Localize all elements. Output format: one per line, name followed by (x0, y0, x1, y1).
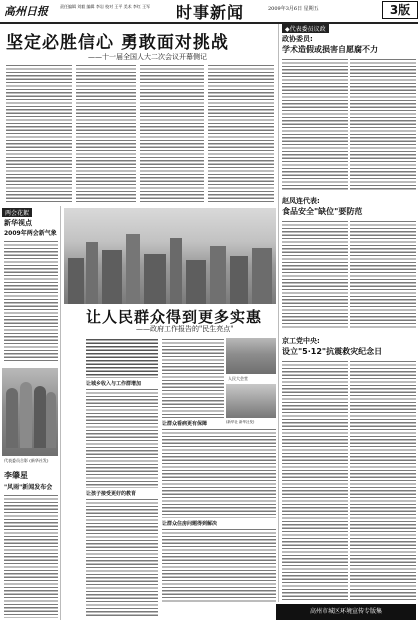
right-item1-body-2 (350, 58, 416, 190)
right-item1-label: 政协委员: (282, 35, 313, 43)
left-item2-label: 李肇星 (4, 471, 28, 480)
left-item1-title: 2009年两会新气象 (4, 230, 57, 237)
right-item3-title: 设立"5·12"抗震救灾纪念日 (282, 347, 383, 356)
right-item1-body (282, 58, 348, 190)
right-section-label: ◆代表委员议政 (282, 24, 329, 33)
feature-col-2 (162, 338, 224, 418)
feature-sub3: 让孩子接受更好的教育 (86, 491, 137, 497)
section-title: 时事新闻 (176, 3, 245, 22)
lead-article-col-2 (76, 64, 136, 204)
feature-subhead: ——政府工作报告的"民生亮点" (136, 325, 234, 333)
right-item1-title: 学术造假或损害自愿腐不力 (282, 45, 378, 54)
right-column-divider (278, 24, 279, 602)
feature-sub2: 让群众看病更有保障 (162, 421, 208, 427)
feature-col-1 (86, 388, 158, 488)
delegates-photo-2-caption: (新华社 新华社发) (226, 420, 255, 424)
right-item2-body (282, 220, 348, 330)
lead-article-col-3 (140, 64, 204, 204)
editor-credits: 责任编辑 刘毅 编辑 李岩 校对 王平 美术 李红 王军 (60, 4, 151, 9)
footer-banner: 高州市城区环境宣传专版集 (276, 604, 416, 620)
left-section-label: 两会花絮 (2, 208, 32, 217)
lead-article-col-1 (6, 64, 72, 204)
feature-col-1b (86, 498, 158, 618)
feature-headline: 让人民群众得到更多实惠 (86, 308, 263, 326)
right-item2-label: 赵凤连代表: (282, 197, 320, 205)
left-item2-body (4, 494, 58, 618)
right-item3-body-2 (350, 360, 416, 600)
edition-number: 3版 (382, 1, 418, 19)
right-item2-title: 食品安全"缺位"要防范 (282, 207, 363, 216)
delegates-photo (2, 368, 58, 456)
right-item3-body (282, 360, 348, 600)
feature-col-2b (162, 428, 276, 518)
assembly-hall-caption: 人民大会堂 (228, 376, 248, 381)
dateline: 2009年3月6日 星期五 (268, 6, 319, 12)
left-item1-body (4, 240, 58, 362)
feature-sub4: 让群众住房问题得到解决 (162, 521, 218, 527)
newspaper-logo: 高州日报 (4, 5, 48, 18)
city-skyline-photo (64, 208, 276, 304)
left-item2-title: "风雨"新闻发布会 (4, 484, 53, 491)
right-item3-label: 京工党中央: (282, 337, 320, 345)
delegates-photo-2 (226, 384, 276, 418)
left-item1-label: 新华视点 (4, 219, 32, 227)
right-item2-body-2 (350, 220, 416, 330)
feature-sub1: 让城乡收入与工作群增加 (86, 381, 142, 387)
assembly-hall-photo (226, 338, 276, 374)
lead-article-col-4 (208, 64, 274, 204)
delegates-photo-caption: 代表委员合影 (新华社发) (4, 458, 49, 463)
lead-subhead: ——十一届全国人大二次会议开幕侧记 (88, 53, 207, 61)
lead-headline: 坚定必胜信心 勇敢面对挑战 (6, 33, 229, 53)
feature-col-2c (162, 528, 276, 602)
left-column-divider (60, 206, 61, 620)
feature-intro (86, 338, 158, 378)
